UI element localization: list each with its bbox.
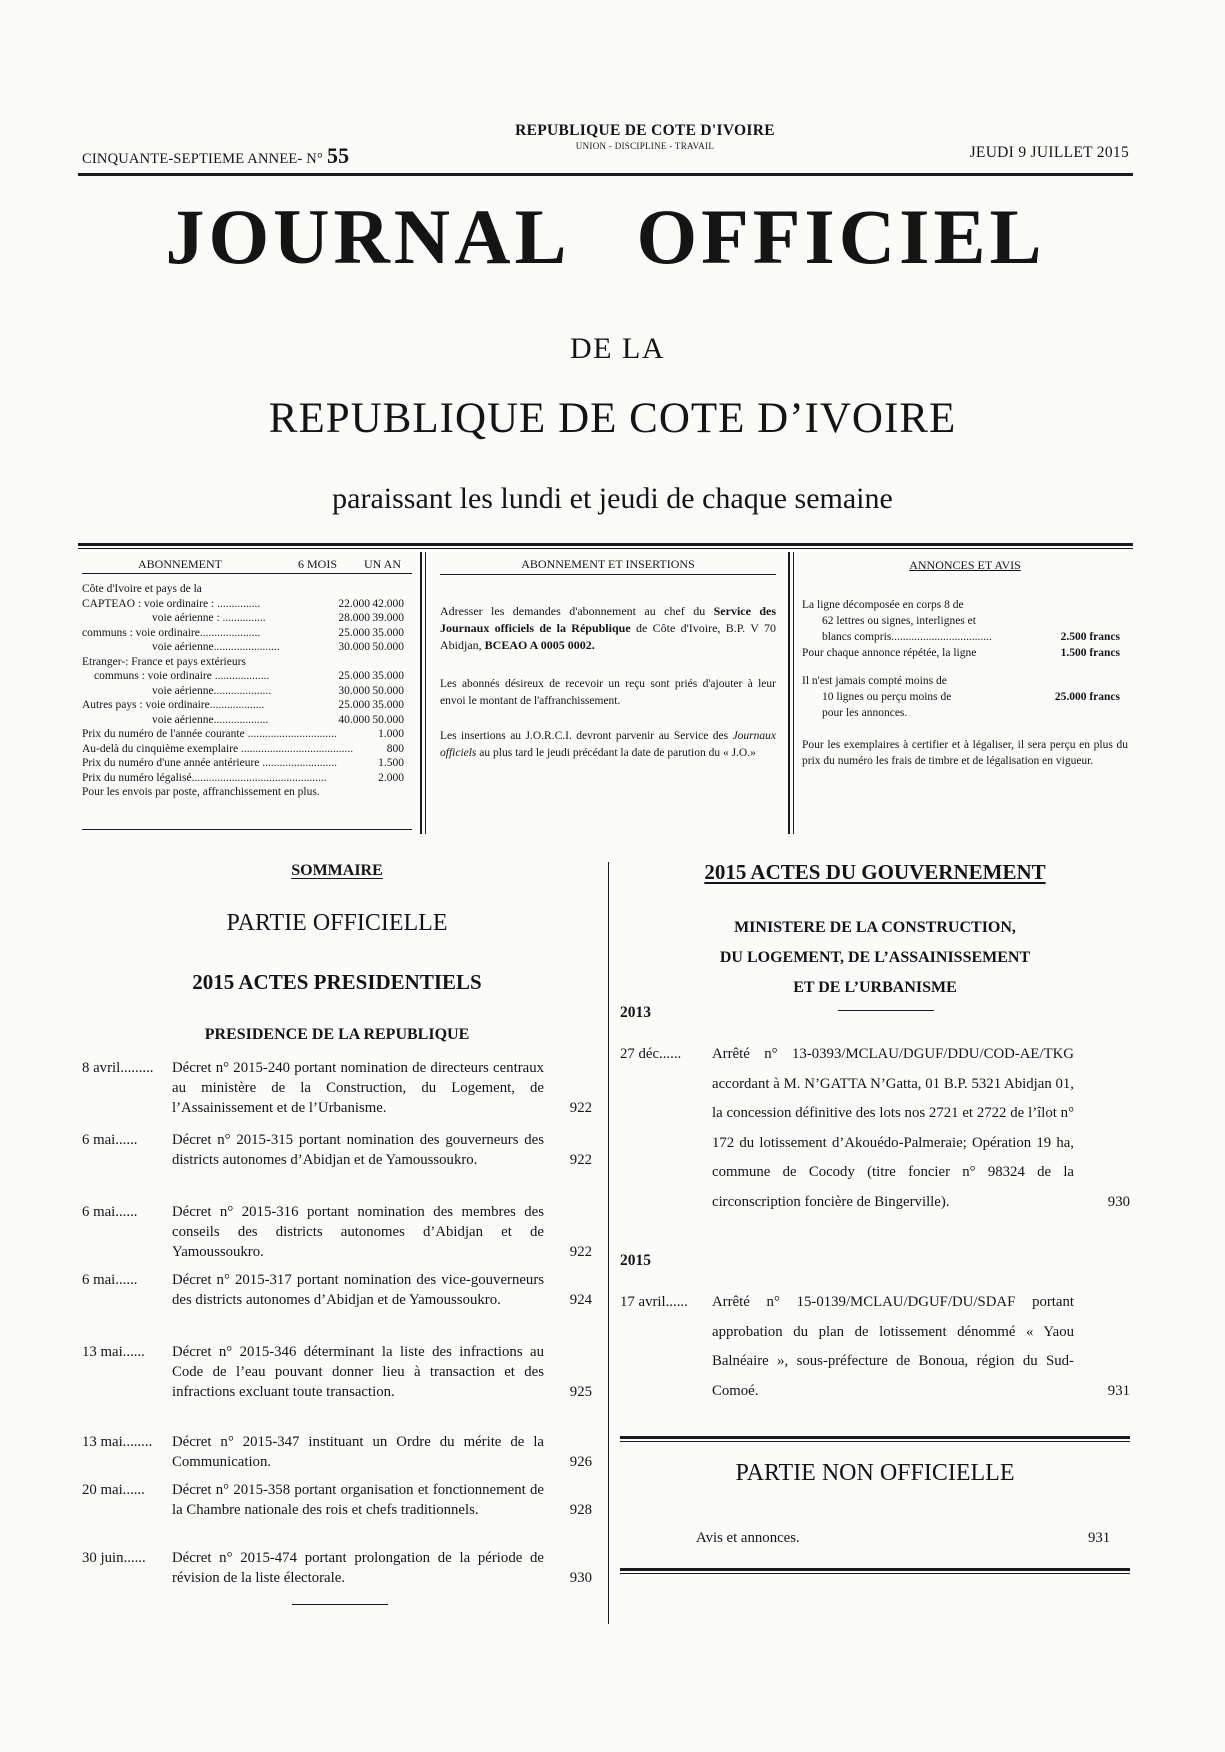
annonces-header: ANNONCES ET AVIS: [909, 558, 1021, 572]
box-divider-1a: [420, 552, 422, 834]
subscription-row: voie aérienne.................... 30.000 50.000: [152, 684, 404, 697]
subscription-row: voie aérienne................... 40.000 50.000: [152, 713, 404, 726]
sommaire-entry: [82, 1058, 592, 1118]
national-motto: UNION - DISCIPLINE - TRAVAIL: [575, 141, 715, 151]
subscription-row: communs : voie ordinaire ................... 25.000 35.000: [94, 670, 404, 682]
ministere-rule: [838, 1010, 934, 1011]
entry-page: 930: [569, 1570, 592, 1586]
sommaire-entry: [82, 1202, 592, 1262]
end-rule-thick: [620, 1568, 1130, 1571]
entry-date: 30 juin......: [82, 1550, 146, 1566]
subscription-row: voie aérienne : ............... 28.000 39.000: [152, 612, 404, 624]
subscription-header-label: ABONNEMENT: [138, 557, 222, 571]
issue-date: JEUDI 9 JUILLET 2015: [969, 144, 1129, 161]
annonces-line: Il n'est jamais compté moins de: [802, 675, 947, 687]
insertions-deadline: Les insertions au J.O.R.C.I. devront parvenir au Service des Journaux officiels au plus tard le jeudi précédant la date de parution du « J.O.»: [440, 730, 776, 759]
journal-title: [78, 193, 1133, 280]
sommaire-title: SOMMAIRE: [291, 862, 383, 879]
subscription-row: Autres pays : voie ordinaire................... 25.000 35.000: [82, 699, 404, 711]
entry-page: 922: [569, 1100, 592, 1116]
subscription-row: Prix du numéro légalisé............................................... 2.000: [82, 771, 404, 784]
subscription-box: [82, 557, 412, 829]
sommaire-entry: [82, 1130, 592, 1170]
sommaire-entry: [82, 1432, 592, 1472]
entry-text: Décret n° 2015-347 instituant un Ordre du mérite de la Communication.: [172, 1434, 544, 1470]
year-2013: 2013: [620, 1004, 651, 1021]
subscription-header-year: UN AN: [364, 557, 402, 571]
end-rule-thin: [620, 1573, 1130, 1574]
annonces-line: 10 lignes ou perçu moins de 25.000 francs: [822, 691, 1120, 703]
sommaire-end-rule: [292, 1604, 388, 1605]
partie-non-officielle: PARTIE NON OFFICIELLE: [735, 1460, 1015, 1486]
subscription-intro: Côte d'Ivoire et pays de la: [82, 583, 202, 595]
non-officielle-rule-thick: [620, 1436, 1130, 1439]
entry-page: 931: [1107, 1382, 1130, 1399]
presidence-heading: PRESIDENCE DE LA REPUBLIQUE: [204, 1026, 470, 1043]
entry-text: Décret n° 2015-316 portant nomination des membres des conseils des districts autonomes d’Abidjan et de Yamoussoukro.: [172, 1204, 544, 1260]
entry-text: Décret n° 2015-474 portant prolongation de la période de révision de la liste électorale.: [172, 1550, 544, 1586]
annonces-line: Pour chaque annonce répétée, la ligne 1.500 francs: [802, 647, 1120, 659]
sommaire-entry: [82, 1270, 592, 1310]
actes-gouvernement: 2015 ACTES DU GOUVERNEMENT: [704, 860, 1046, 884]
republic-name: REPUBLIQUE DE COTE D'IVOIRE: [515, 122, 775, 139]
subscription-row: voie aérienne....................... 30.000 50.000: [152, 641, 404, 653]
subscription-row: Au-delà du cinquième exemplaire ....................................... 800: [82, 742, 404, 755]
gouvernement-entry: [620, 1288, 1130, 1406]
entry-page: 926: [569, 1454, 592, 1470]
entry-text: Décret n° 2015-346 déterminant la liste des infractions au Code de l’eau pouvant donner lieu à transaction et des infractions excluant toute transaction.: [172, 1344, 544, 1400]
masthead-rule-thick: [78, 543, 1133, 546]
annonces-line: La ligne décomposée en corps 8 de: [802, 599, 964, 611]
entry-text: Arrêté n° 13-0393/MCLAU/DGUF/DDU/COD-AE/TKG accordant à M. N’GATTA N’Gatta, 01 B.P. 5321 Abidjan 01, la concession définitive des lots nos 2721 et 2722 de l’îlot n° 172 du lotissement d’Akouédo-Palmeraie; Opération 19 ha, commune de Cocody (titre foncier n° 98324 de la circonscription foncière de Bingerville).: [712, 1046, 1074, 1210]
entry-date: 6 mai......: [82, 1132, 138, 1148]
entry-date: 13 mai........: [82, 1434, 153, 1450]
ministere-heading: MINISTERE DE LA CONSTRUCTION, DU LOGEMENT, DE L’ASSAINISSEMENT ET DE L’URBANISME: [719, 919, 1031, 996]
masthead-republic: REPUBLIQUE DE COTE D’IVOIRE: [268, 395, 957, 442]
year-2015: 2015: [620, 1252, 651, 1269]
entry-date: 13 mai......: [82, 1344, 145, 1360]
entry-date: 20 mai......: [82, 1482, 145, 1498]
title-word-officiel: OFFICIEL: [636, 193, 1046, 280]
masthead-de-la: DE LA: [570, 332, 665, 365]
entry-page: 922: [569, 1244, 592, 1260]
entry-text: Décret n° 2015-315 portant nomination des gouverneurs des districts autonomes d’Abidjan et de Yamoussoukro.: [172, 1132, 544, 1168]
entry-date: 6 mai......: [82, 1272, 138, 1288]
entry-date: 17 avril......: [620, 1294, 688, 1310]
sommaire-entry: [82, 1342, 592, 1402]
entry-page: 924: [569, 1292, 592, 1308]
partie-officielle: PARTIE OFFICIELLE: [226, 910, 448, 936]
annonces-legal: Pour les exemplaires à certifier et à légaliser, il sera perçu en plus du prix du numéro les frais de timbre et de légalisation en vigueur.: [802, 739, 1128, 767]
box-divider-1b: [425, 552, 426, 834]
entry-date: 8 avril.........: [82, 1060, 154, 1076]
entry-date: 27 déc......: [620, 1046, 682, 1062]
gouvernement-entry: [620, 1040, 1130, 1217]
sommaire-entry: [82, 1548, 592, 1588]
column-divider: [608, 862, 609, 1624]
insertions-header-rule: [440, 574, 776, 575]
subscription-row: Prix du numéro d'une année antérieure .......................... 1.500: [82, 757, 404, 769]
non-officielle-rule-thin: [620, 1441, 1130, 1442]
subscription-row: CAPTEAO : voie ordinaire : ............... 22.000 42.000: [82, 597, 404, 610]
box-divider-2b: [793, 552, 794, 834]
issue-number: 55: [326, 143, 350, 168]
entry-text: Décret n° 2015-317 portant nomination des vice-gouverneurs des districts autonomes d’Abidjan et de Yamoussoukro.: [172, 1272, 544, 1308]
republic-header: [480, 122, 810, 151]
subscription-bottom-rule: [82, 829, 412, 830]
sommaire-entry: [82, 1480, 592, 1520]
avis-annonces: Avis et annonces.: [696, 1530, 800, 1546]
annonces-line: pour les annonces.: [822, 707, 908, 719]
annonces-line: 62 lettres ou signes, interlignes et: [822, 615, 976, 627]
entry-page: 922: [569, 1152, 592, 1168]
subscription-row: communs : voie ordinaire..................... 25.000 35.000: [82, 626, 404, 639]
entry-text: Décret n° 2015-240 portant nomination de directeurs centraux au ministère de la Construction, du Logement, de l’Assainissement et de l’Urbanisme.: [172, 1060, 544, 1116]
subscription-rows: [82, 582, 412, 800]
header-rule: [78, 173, 1133, 176]
annonces-line: blancs compris................................... 2.500 francs: [822, 631, 1120, 643]
issue-year-label: [82, 143, 349, 169]
entry-page: 930: [1107, 1193, 1130, 1210]
subscription-row: Etranger-: France et pays extérieurs: [82, 655, 246, 668]
masthead-rule-thin: [78, 548, 1133, 549]
subscription-row: Prix du numéro de l'année courante ............................... 1.000: [82, 728, 404, 740]
entry-text: Arrêté n° 15-0139/MCLAU/DGUF/DU/SDAF portant approbation du plan de lotissement dénommé « Yaou Balnéaire », sous-préfecture de Bonoua, région du Sud-Comoé.: [712, 1294, 1074, 1399]
masthead-frequency: paraissant les lundi et jeudi de chaque semaine: [332, 482, 893, 515]
title-word-journal: JOURNAL: [165, 193, 571, 280]
entry-text: Décret n° 2015-358 portant organisation et fonctionnement de la Chambre nationale des rois et chefs traditionnels.: [172, 1482, 544, 1518]
subscription-row: Pour les envois par poste, affranchissement en plus.: [82, 786, 320, 798]
entry-date: 6 mai......: [82, 1204, 138, 1220]
subscription-header: [82, 557, 412, 575]
avis-page: 931: [1088, 1530, 1111, 1546]
year-label-text: CINQUANTE-SEPTIEME ANNEE- N°: [82, 151, 323, 167]
insertions-address: Adresser les demandes d'abonnement au chef du Service des Journaux officiels de la République de Côte d'Ivoire, B.P. V 70 Abidjan, BCEAO A 0005 0002.: [440, 604, 777, 652]
box-divider-2a: [788, 552, 790, 834]
entry-page: 925: [569, 1384, 592, 1400]
insertions-receipt: Les abonnés désireux de recevoir un reçu sont priés d'ajouter à leur envoi le montant de l'affranchissement.: [440, 678, 776, 707]
subscription-header-six: 6 MOIS: [298, 557, 338, 571]
insertions-header: ABONNEMENT ET INSERTIONS: [521, 557, 695, 571]
actes-presidentiels: 2015 ACTES PRESIDENTIELS: [192, 970, 482, 994]
insertions-box: [440, 557, 776, 829]
entry-page: 928: [569, 1502, 592, 1518]
annonces-box: [802, 557, 1128, 829]
